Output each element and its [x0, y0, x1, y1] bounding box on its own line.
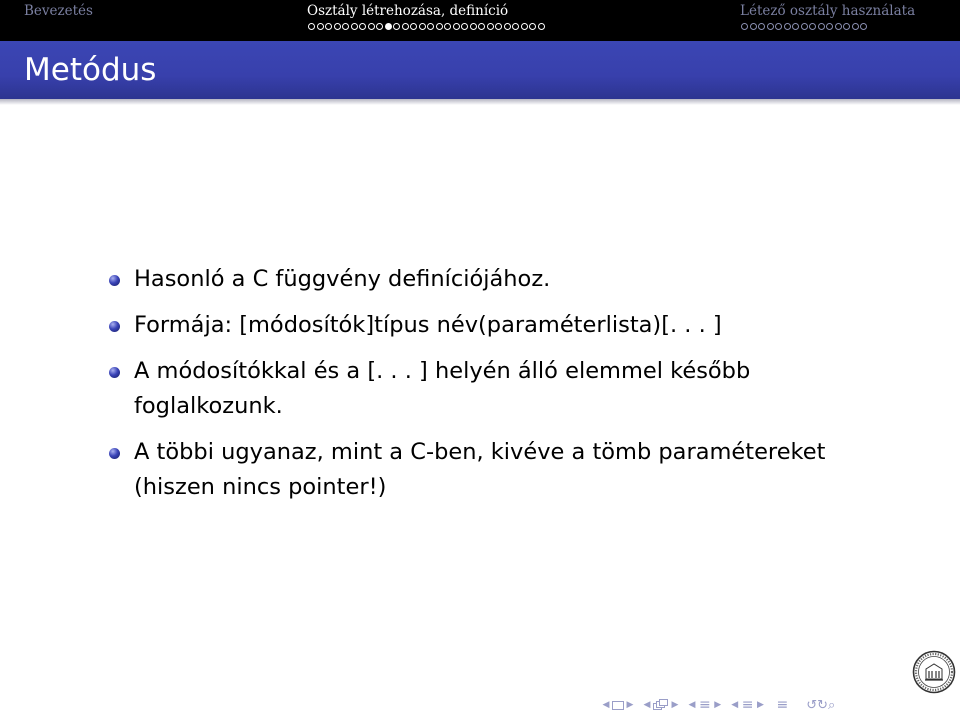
document-navigation[interactable]	[773, 697, 791, 713]
ball-bullet-icon	[109, 321, 120, 332]
section-link-osztaly-letrehozasa[interactable]: Osztály létrehozása, definíció	[307, 3, 509, 19]
slide-dot[interactable]	[504, 23, 511, 30]
slide-dot[interactable]	[478, 23, 485, 30]
arrow-left-icon[interactable]: ◀	[602, 700, 610, 710]
slide-dot[interactable]	[860, 23, 867, 30]
slide-dot[interactable]	[325, 23, 332, 30]
slide-dot[interactable]	[419, 23, 426, 30]
slide-dot[interactable]	[835, 23, 842, 30]
arrow-right-icon[interactable]: ▶	[626, 700, 634, 710]
beamer-navigation-icons	[602, 697, 835, 713]
slide-dot[interactable]	[767, 23, 774, 30]
slide-dot[interactable]	[750, 23, 757, 30]
slide-dot[interactable]	[792, 23, 799, 30]
slide-dot[interactable]	[818, 23, 825, 30]
slide-dot[interactable]	[758, 23, 765, 30]
slide-dot[interactable]	[809, 23, 816, 30]
slide-dot[interactable]	[529, 23, 536, 30]
slide-dot[interactable]	[453, 23, 460, 30]
university-seal-icon	[912, 650, 956, 694]
section2-slide-dots	[308, 23, 545, 33]
frame-title: Metódus	[24, 52, 157, 88]
list-item	[104, 262, 904, 297]
slide-dot[interactable]	[402, 23, 409, 30]
arrow-left-icon[interactable]: ◀	[731, 700, 739, 710]
slide-dot[interactable]	[436, 23, 443, 30]
slide-dot[interactable]	[487, 23, 494, 30]
slide-dot[interactable]	[444, 23, 451, 30]
section-icon: ≡	[741, 697, 754, 713]
slide-dot[interactable]	[334, 23, 341, 30]
slide-dot[interactable]	[410, 23, 417, 30]
arrow-left-icon[interactable]: ◀	[643, 700, 651, 710]
slide-dot[interactable]	[521, 23, 528, 30]
slide-dot[interactable]	[495, 23, 502, 30]
section3-slide-dots	[741, 23, 867, 33]
slide-dot[interactable]	[359, 23, 366, 30]
slide-dot[interactable]	[393, 23, 400, 30]
slide-dot[interactable]	[461, 23, 468, 30]
subsection-icon: ≡	[699, 697, 711, 713]
slide-dot[interactable]	[470, 23, 477, 30]
slide-dot[interactable]	[427, 23, 434, 30]
slide-dot[interactable]	[512, 23, 519, 30]
ball-bullet-icon	[109, 367, 120, 378]
arrow-right-icon[interactable]: ▶	[714, 700, 722, 710]
slide-dot[interactable]	[741, 23, 748, 30]
list-item-text: A többi ugyanaz, mint a C-ben, kivéve a tömb paramétereket (hiszen nincs pointer!)	[134, 439, 826, 500]
slide-dot[interactable]	[775, 23, 782, 30]
document-icon[interactable]: ≡	[776, 697, 789, 713]
slide-dot[interactable]	[376, 23, 383, 30]
bullet-list	[104, 262, 904, 516]
list-item-text: Formája: [módosítók]típus név(paraméterlista)[. . . ]	[134, 312, 722, 338]
arrow-left-icon[interactable]: ◀	[688, 700, 696, 710]
section-navigation[interactable]	[731, 697, 765, 713]
frame-title-bar	[0, 41, 960, 99]
list-item-text: A módosítókkal és a [. . . ] helyén álló elemmel később foglalkozunk.	[134, 358, 751, 419]
list-item-text: Hasonló a C függvény definíciójához.	[134, 266, 551, 292]
frame-navigation[interactable]	[643, 699, 679, 711]
slide-dot[interactable]	[317, 23, 324, 30]
list-item	[104, 308, 904, 343]
search-undo-redo-icon[interactable]: ↺↻⌕	[806, 697, 836, 713]
slide-dot[interactable]	[801, 23, 808, 30]
section-link-bevezetes[interactable]: Bevezetés	[24, 3, 93, 19]
slide-dot[interactable]	[368, 23, 375, 30]
slide-icon	[612, 701, 624, 710]
slide-dot[interactable]	[826, 23, 833, 30]
slide-dot[interactable]	[852, 23, 859, 30]
arrow-right-icon[interactable]: ▶	[671, 700, 679, 710]
slide-dot[interactable]	[538, 23, 545, 30]
list-item	[104, 354, 904, 424]
slide-dot[interactable]	[308, 23, 315, 30]
slide-navigation[interactable]	[602, 700, 634, 710]
section-navigation-bar	[0, 0, 960, 41]
arrow-right-icon[interactable]: ▶	[757, 700, 764, 710]
subsection-navigation[interactable]	[688, 697, 722, 713]
slide-dot[interactable]	[351, 23, 358, 30]
ball-bullet-icon	[109, 448, 120, 459]
slide-dot[interactable]	[342, 23, 349, 30]
slide-dot[interactable]	[784, 23, 791, 30]
section-link-letezo-osztaly[interactable]: Létező osztály használata	[740, 3, 916, 19]
ball-bullet-icon	[109, 275, 120, 286]
slide-dot[interactable]	[843, 23, 850, 30]
frame-stack-icon	[653, 699, 669, 711]
list-item	[104, 435, 904, 505]
current-slide-dot[interactable]	[385, 23, 392, 30]
